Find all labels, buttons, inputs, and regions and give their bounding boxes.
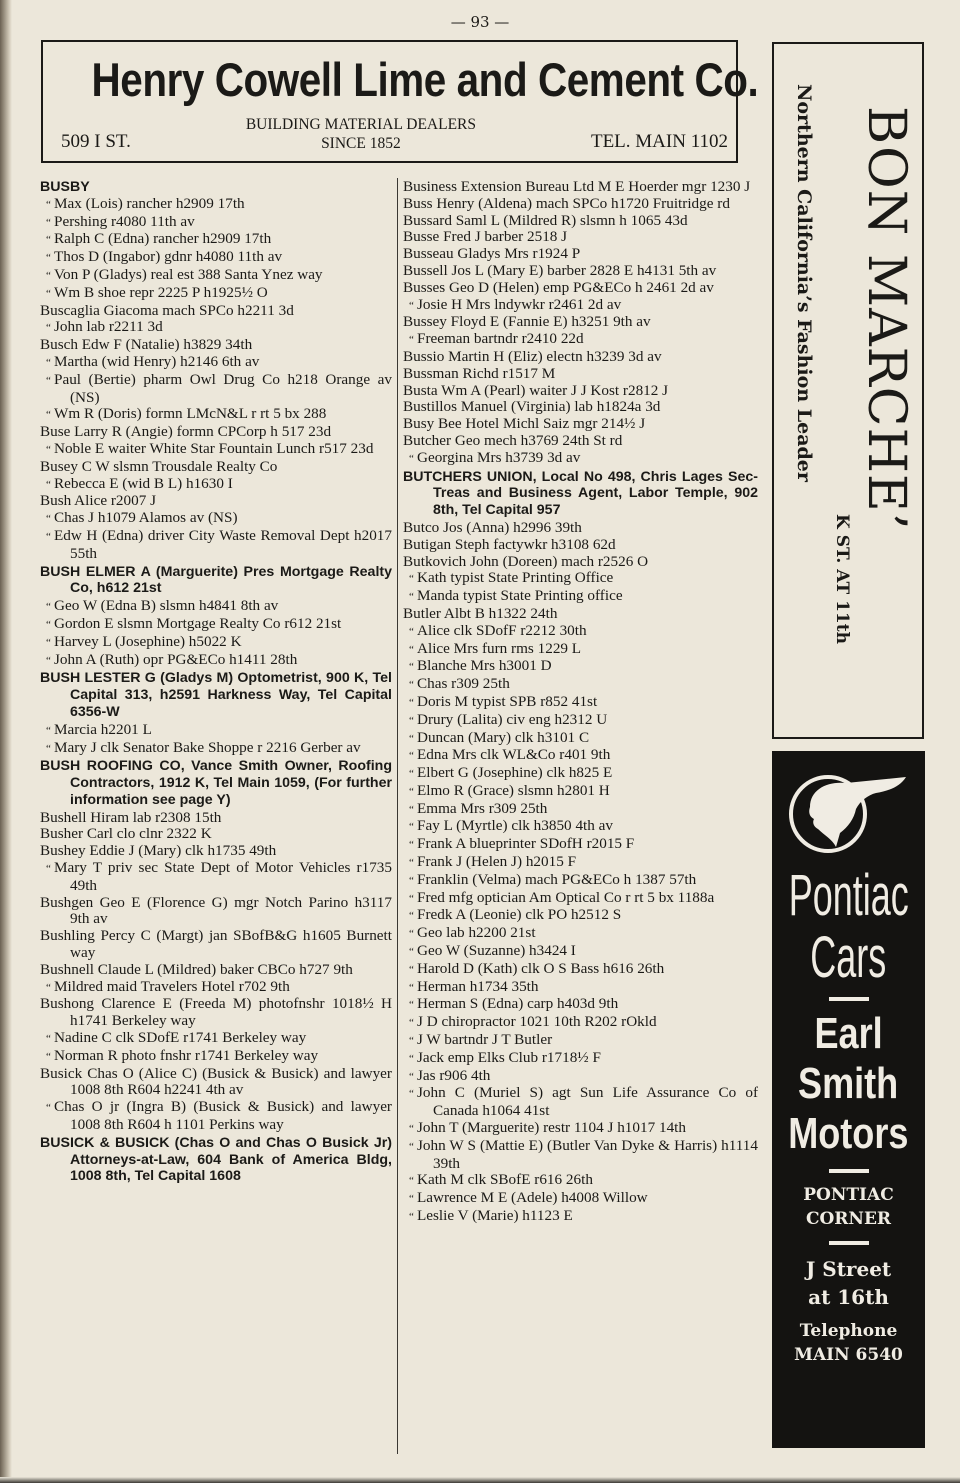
listing-text: Butcher Geo mech h3769 24th St rd [403,431,623,449]
directory-sub-listing [403,712,758,730]
directory-listing [40,493,392,510]
page-bottom-edge [0,1477,960,1483]
listing-text: Chas r309 25th [417,675,510,693]
directory-sub-listing [40,319,392,337]
listing-text: Lawrence M E (Adele) h4008 Willow [417,1189,648,1207]
pontiac-indian-head-icon [788,769,910,859]
directory-listing [403,179,758,196]
listing-text: Butkovich John (Doreen) mach r2526 O [403,552,649,570]
ditto-mark: “ [409,679,414,692]
directory-sub-listing [40,406,392,424]
listing-text: Business Extension Bureau Ltd M E Hoerder mgr 1230 J [403,179,751,195]
directory-sub-listing [403,730,758,748]
directory-listing [403,213,758,230]
listing-text: BUSBY [40,179,90,195]
listing-text: Busey C W slsmn Trousdale Realty Co [40,457,278,475]
ditto-mark: “ [46,356,51,369]
cowell-ad-title: Henry Cowell Lime and Cement Co. [91,53,759,106]
listing-text: Bush Alice r2007 J [40,492,157,510]
ditto-mark: “ [46,654,51,667]
directory-listing [40,1066,392,1100]
ditto-mark: “ [46,724,51,737]
ditto-mark: “ [409,299,414,312]
directory-sub-listing [40,740,392,758]
directory-listing [403,263,758,280]
directory-sub-listing [403,1050,758,1068]
listing-text: John W S (Mattie E) (Butler Van Dyke & Harris) h1114 39th [417,1136,758,1172]
ditto-mark: “ [409,1052,414,1065]
ditto-mark: “ [46,981,51,994]
directory-sub-listing [403,1068,758,1086]
directory-listing [40,459,392,476]
directory-sub-listing [40,860,392,895]
listing-text: Noble E waiter White Star Fountain Lunch r517 23d [54,439,374,457]
directory-sub-listing [403,1208,758,1226]
listing-text: Jas r906 4th [417,1066,491,1084]
directory-sub-listing [403,1085,758,1120]
listing-text: Buss Henry (Aldena) mach SPCo h1720 Fruitridge rd [403,194,730,212]
ditto-mark: “ [409,334,414,347]
listing-text: Busseau Gladys Mrs r1924 P [403,245,581,263]
listing-text: J W bartndr J T Butler [417,1031,553,1049]
listing-text: Bushell Hiram lab r2308 15th [40,808,222,826]
directory-sub-listing [403,836,758,854]
directory-listing [40,996,392,1030]
ditto-mark: “ [409,928,414,941]
listing-text: Manda typist State Printing office [417,587,623,605]
ditto-mark: “ [409,625,414,638]
directory-sub-listing [403,297,758,315]
ditto-mark: “ [409,1070,414,1083]
directory-sub-listing [40,652,392,670]
directory-column-left [40,179,392,1455]
column-divider [397,178,398,1454]
ditto-mark: “ [409,981,414,994]
listing-text: Frank A blueprinter SDofH r2015 F [417,835,635,853]
listing-text: Frank J (Helen J) h2015 F [417,853,577,871]
ditto-mark: “ [409,1193,414,1206]
directory-listing [40,826,392,843]
listing-text: Duncan (Mary) clk h3101 C [417,728,590,746]
pontiac-phone-line2: MAIN 6540 [794,1345,903,1365]
directory-sub-listing [40,722,392,740]
directory-listing [40,962,392,979]
listing-text: Rebecca E (wid B L) h1630 I [54,474,233,492]
ditto-mark: “ [409,946,414,959]
listing-text: Bushling Percy C (Margt) jan SBofB&G h1605 Burnett way [40,927,392,962]
listing-text: Butler Albt B h1322 24th [403,604,558,622]
ditto-mark: “ [409,999,414,1012]
directory-sub-listing [40,372,392,407]
directory-listing [40,424,392,441]
directory-sub-listing [403,331,758,349]
ditto-mark: “ [409,591,414,604]
ditto-mark: “ [46,1033,51,1046]
ditto-mark: “ [46,322,51,335]
directory-listing [403,246,758,263]
listing-text: Von P (Gladys) real est 388 Santa Ynez way [54,265,323,283]
listing-text: BUTCHERS UNION, Local No 498, Chris Lages Sec-Treas and Business Agent, Labor Temple, 902 8th, Tel Capital 957 [403,468,758,519]
bon-marche-name: BON MARCHE’ [856,106,916,531]
ditto-mark: “ [46,409,51,422]
listing-text: Bussey Floyd E (Fannie E) h3251 9th av [403,313,651,331]
directory-sub-listing [403,783,758,801]
bon-marche-tagline: Northern California’s Fashion Leader [793,84,815,482]
pontiac-divider [829,997,869,1001]
pontiac-ad [772,751,925,1448]
ditto-mark: “ [409,452,414,465]
listing-text: Busse Fred J barber 2518 J [403,228,568,246]
listing-text: Paul (Bertie) pharm Owl Drug Co h218 Orange av (NS) [54,370,392,406]
pontiac-divider [829,1241,869,1245]
listing-text: Martha (wid Henry) h2146 6th av [54,352,260,370]
ditto-mark: “ [409,963,414,976]
ditto-mark: “ [46,1102,51,1115]
listing-text: Kath M clk SBofE r616 26th [417,1171,593,1189]
directory-sub-listing [40,476,392,494]
directory-sub-listing [403,747,758,765]
listing-text: Buse Larry R (Angie) formn CPCorp h 517 23d [40,423,332,441]
listing-text: Bussman Richd r1517 M [403,364,556,382]
ditto-mark: “ [46,601,51,614]
directory-listing [40,303,392,320]
directory-listing [403,433,758,450]
listing-text: Pershing r4080 11th av [54,212,195,230]
listing-text: BUSH ROOFING CO, Vance Smith Owner, Roofing Contractors, 1912 K, Tel Main 1059, (For further information see page Y) [40,758,392,808]
directory-listing [403,537,758,554]
listing-text: Fredk A (Leonie) clk PO h2512 S [417,906,622,924]
directory-listing [40,810,392,827]
listing-text: Geo lab h2200 21st [417,924,536,942]
directory-sub-listing [40,616,392,634]
listing-text: Bushnell Claude L (Mildred) baker CBCo h727 9th [40,960,353,978]
directory-listing [403,366,758,383]
directory-sub-listing [403,979,758,997]
pontiac-line-motors: Motors [788,1109,909,1158]
pontiac-line-pontiac: Pontiac [788,863,909,928]
ditto-mark: “ [409,714,414,727]
listing-text: Fay L (Myrtle) clk h3850 4th av [417,817,613,835]
listing-text: Franklin (Velma) mach PG&ECo h 1387 57th [417,870,697,888]
ditto-mark: “ [409,910,414,923]
listing-text: Mary T priv sec State Dept of Motor Vehicles r1735 49th [54,859,392,894]
listing-text: Herman S (Edna) carp h403d 9th [417,995,619,1013]
ditto-mark: “ [46,513,51,526]
ditto-mark: “ [46,1050,51,1063]
directory-sub-listing [40,249,392,267]
cowell-ad-tagline-line2: SINCE 1852 [321,135,401,152]
directory-sub-listing [403,623,758,641]
directory-sub-listing [403,1190,758,1208]
directory-sub-listing [403,872,758,890]
ditto-mark: “ [46,478,51,491]
directory-sub-listing [40,196,392,214]
directory-sub-listing [40,634,392,652]
directory-listing [403,314,758,331]
directory-sub-listing [40,267,392,285]
directory-sub-listing [40,1048,392,1066]
listing-text: Freeman bartndr r2410 22d [417,330,584,348]
directory-listing-bold [40,758,392,808]
directory-listing [403,520,758,537]
directory-sub-listing [403,765,758,783]
directory-sub-listing [40,528,392,563]
pontiac-ad-text [772,859,925,1367]
directory-listing [403,554,758,571]
listing-text: Busher Carl clo clnr 2322 K [40,825,212,843]
directory-listing-bold [40,1135,392,1185]
ditto-mark: “ [409,839,414,852]
listing-text: Mary J clk Senator Bake Shoppe r 2216 Gerber av [54,738,361,756]
cowell-cement-ad [41,40,759,163]
pontiac-corner-line2: CORNER [805,1209,892,1229]
listing-text: Buscaglia Giacoma mach SPCo h2211 3d [40,301,294,319]
listing-text: Busta Wm A (Pearl) waiter J J Kost r2812 J [403,381,669,399]
listing-text: Georgina Mrs h3739 3d av [417,448,581,466]
pontiac-street-line1: J Street [805,1257,892,1281]
listing-text: Thos D (Ingabor) gdnr h4080 11th av [54,248,283,266]
listing-text: Butigan Steph factywkr h3108 62d [403,535,616,553]
directory-listing [40,843,392,860]
ditto-mark: “ [46,287,51,300]
listing-text: Josie H Mrs lndywkr r2461 2d av [417,295,622,313]
bon-marche-location: K ST. AT 11th [832,514,852,644]
listing-text: Bussell Jos L (Mary E) barber 2828 E h4131 5th av [403,261,717,279]
ditto-mark: “ [409,821,414,834]
ditto-mark: “ [46,530,51,543]
listing-text: Chas O jr (Ingra B) (Busick & Busick) and lawyer 1008 8th R604 h 1101 Perkins way [54,1098,392,1134]
directory-sub-listing [403,694,758,712]
pontiac-line-earl: Earl [814,1009,883,1058]
directory-sub-listing [40,1099,392,1134]
ditto-mark: “ [46,269,51,282]
ditto-mark: “ [46,863,51,876]
ditto-mark: “ [46,618,51,631]
ditto-mark: “ [409,696,414,709]
listing-text: Harold D (Kath) clk O S Bass h616 26th [417,959,665,977]
ditto-mark: “ [409,1123,414,1136]
directory-sub-listing [403,1138,758,1173]
listing-text: Emma Mrs r309 25th [417,799,548,817]
pontiac-divider [829,1169,869,1173]
listing-text: Leslie V (Marie) h1123 E [417,1207,573,1225]
listing-text: Ralph C (Edna) rancher h2909 17th [54,230,272,248]
ditto-mark: “ [46,216,51,229]
listing-text: John lab r2211 3d [54,318,163,336]
ditto-mark: “ [46,742,51,755]
directory-sub-listing [40,979,392,997]
pontiac-line-cars: Cars [810,925,887,990]
directory-sub-listing [403,658,758,676]
directory-sub-listing [40,598,392,616]
listing-text: Doris M typist SPB r852 41st [417,692,598,710]
directory-sub-listing [40,510,392,528]
directory-sub-listing [403,1014,758,1032]
listing-text: Drury (Lalita) civ eng h2312 U [417,710,608,728]
listing-text: Max (Lois) rancher h2909 17th [54,194,245,212]
cowell-ad-tagline-line1: BUILDING MATERIAL DEALERS [245,116,476,133]
directory-listing-bold [40,670,392,720]
ditto-mark: “ [409,1140,414,1153]
directory-sub-listing [403,450,758,468]
listing-text: Blanche Mrs h3001 D [417,657,552,675]
directory-column-middle [403,179,758,1455]
directory-listing [40,928,392,962]
directory-sub-listing [403,588,758,606]
directory-sub-listing [403,854,758,872]
directory-sub-listing [403,1120,758,1138]
directory-listing [403,349,758,366]
directory-listing [403,383,758,400]
listing-text: John A (Ruth) opr PG&ECo h1411 28th [54,650,298,668]
listing-text: Geo W (Suzanne) h3424 I [417,942,576,960]
ditto-mark: “ [46,443,51,456]
listing-text: Nadine C clk SDofE r1741 Berkeley way [54,1029,307,1047]
listing-text: Busch Edw F (Natalie) h3829 34th [40,336,253,354]
ditto-mark: “ [409,803,414,816]
listing-text: Gordon E slsmn Mortgage Realty Co r612 21st [54,614,342,632]
listing-text: Elbert G (Josephine) clk h825 E [417,764,613,782]
ditto-mark: “ [409,750,414,763]
directory-sub-listing [40,441,392,459]
directory-sub-listing [40,231,392,249]
directory-listing [40,337,392,354]
directory-sub-listing [40,285,392,303]
ditto-mark: “ [46,252,51,265]
cowell-ad-phone: TEL. MAIN 1102 [590,131,728,152]
listing-text: Edw H (Edna) driver City Waste Removal Dept h2017 55th [54,526,392,562]
directory-sub-listing [403,676,758,694]
listing-text: Busy Bee Hotel Michl Saiz mgr 214½ J [403,415,646,433]
listing-text: J D chiropractor 1021 10th R202 rOkld [417,1013,657,1031]
cowell-ad-footer [61,113,728,153]
listing-text: Busick Chas O (Alice C) (Busick & Busick) and lawyer 1008 8th R604 h2241 4th av [40,1064,392,1099]
pontiac-phone-line1: Telephone [799,1321,898,1341]
listing-text: John C (Muriel S) agt Sun Life Assurance Co of Canada h1064 41st [417,1084,758,1120]
listing-text: Edna Mrs clk WL&Co r401 9th [417,746,611,764]
listing-text: Bussio Martin H (Eliz) electn h3239 3d av [403,347,662,365]
listing-text: Harvey L (Josephine) h5022 K [54,632,242,650]
listing-text: BUSH ELMER A (Marguerite) Pres Mortgage Realty Co, h612 21st [40,563,392,597]
listing-text: Fred mfg optician Am Optical Co r rt 5 bx 1188a [417,888,715,906]
ditto-mark: “ [46,374,51,387]
ditto-mark: “ [409,857,414,870]
directory-listing-bold [40,564,392,598]
ditto-mark: “ [46,636,51,649]
ditto-mark: “ [409,1211,414,1224]
directory-sub-listing [403,925,758,943]
page-number: — 93 — [450,13,510,31]
book-spine-shadow [0,0,12,1483]
directory-sub-listing [403,570,758,588]
pontiac-corner-line1: PONTIAC [803,1185,894,1205]
bon-marche-ad-rotated [774,44,922,737]
cowell-ad-address: 509 I ST. [61,131,131,152]
listing-text: Busses Geo D (Helen) emp PG&ECo h 2461 2d av [403,278,714,296]
ditto-mark: “ [409,573,414,586]
directory-sub-listing [403,1172,758,1190]
directory-listing [403,280,758,297]
listing-text: Geo W (Edna B) slsmn h4841 8th av [54,597,279,615]
directory-sub-listing [403,996,758,1014]
ditto-mark: “ [409,661,414,674]
directory-sub-listing [40,354,392,372]
ditto-mark: “ [409,1088,414,1101]
ditto-mark: “ [409,874,414,887]
directory-sub-listing [403,961,758,979]
directory-sub-listing [40,1030,392,1048]
directory-listing [403,196,758,213]
listing-text: Wm R (Doris) formn LMcN&L r rt 5 bx 288 [54,405,327,423]
listing-text: Chas J h1079 Alamos av (NS) [54,509,238,527]
cowell-ad-tagline [246,115,476,153]
listing-text: Bustillos Manuel (Virginia) lab h1824a 3d [403,398,661,416]
ditto-mark: “ [409,1035,414,1048]
listing-text: Alice clk SDofF r2212 30th [417,621,587,639]
pontiac-line-smith: Smith [798,1059,899,1108]
directory-listing-bold [403,469,758,519]
directory-sub-listing [403,890,758,908]
directory-sub-listing [40,214,392,232]
listing-text: Butco Jos (Anna) h2996 39th [403,518,582,536]
ditto-mark: “ [409,768,414,781]
directory-sub-listing [403,943,758,961]
listing-text: Alice Mrs furn rms 1229 L [417,639,582,657]
listing-text: Wm B shoe repr 2225 P h1925½ O [54,283,268,301]
listing-text: Mildred maid Travelers Hotel r702 9th [54,977,290,995]
directory-sub-listing [403,818,758,836]
bon-marche-ad [772,42,924,739]
ditto-mark: “ [409,892,414,905]
directory-sub-listing [403,641,758,659]
listing-text: Bushey Eddie J (Mary) clk h1735 49th [40,842,277,860]
ditto-mark: “ [409,1017,414,1030]
directory-listing [403,416,758,433]
listing-text: Bushgen Geo E (Florence G) mgr Notch Parino h3117 9th av [40,893,392,928]
ditto-mark: “ [46,234,51,247]
ditto-mark: “ [409,643,414,656]
listing-text: Norman R photo fnshr r1741 Berkeley way [54,1046,319,1064]
directory-listing [403,229,758,246]
listing-text: John T (Marguerite) restr 1104 J h1017 14th [417,1119,686,1137]
listing-text: Elmo R (Grace) slsmn h2801 H [417,781,610,799]
listing-text: Bushong Clarence E (Freeda M) photofnshr 1018½ H h1741 Berkeley way [40,995,392,1030]
listing-text: Jack emp Elks Club r1718½ F [417,1048,601,1066]
directory-listing [403,399,758,416]
directory-listing [403,606,758,623]
ditto-mark: “ [409,785,414,798]
directory-sub-listing [403,907,758,925]
directory-sub-listing [403,1032,758,1050]
listing-text: Marcia h2201 L [54,720,152,738]
listing-text: BUSH LESTER G (Gladys M) Optometrist, 900 K, Tel Capital 313, h2591 Harkness Way, Tel Capital 6356-W [40,670,392,720]
pontiac-street-line2: at 16th [808,1285,889,1309]
ditto-mark: “ [46,198,51,211]
directory-listing [40,895,392,929]
listing-text: BUSICK & BUSICK (Chas O and Chas O Busick Jr) Attorneys-at-Law, 604 Bank of America Bldg, 1008 8th, Tel Capital 1608 [40,1134,392,1185]
listing-text: Herman h1734 35th [417,977,539,995]
listing-text: Bussard Saml L (Mildred R) slsmn h 1065 43d [403,211,688,229]
ditto-mark: “ [409,1175,414,1188]
directory-sub-listing [403,801,758,819]
directory-surname-heading [40,179,392,196]
ditto-mark: “ [409,732,414,745]
listing-text: Kath typist State Printing Office [417,569,614,587]
